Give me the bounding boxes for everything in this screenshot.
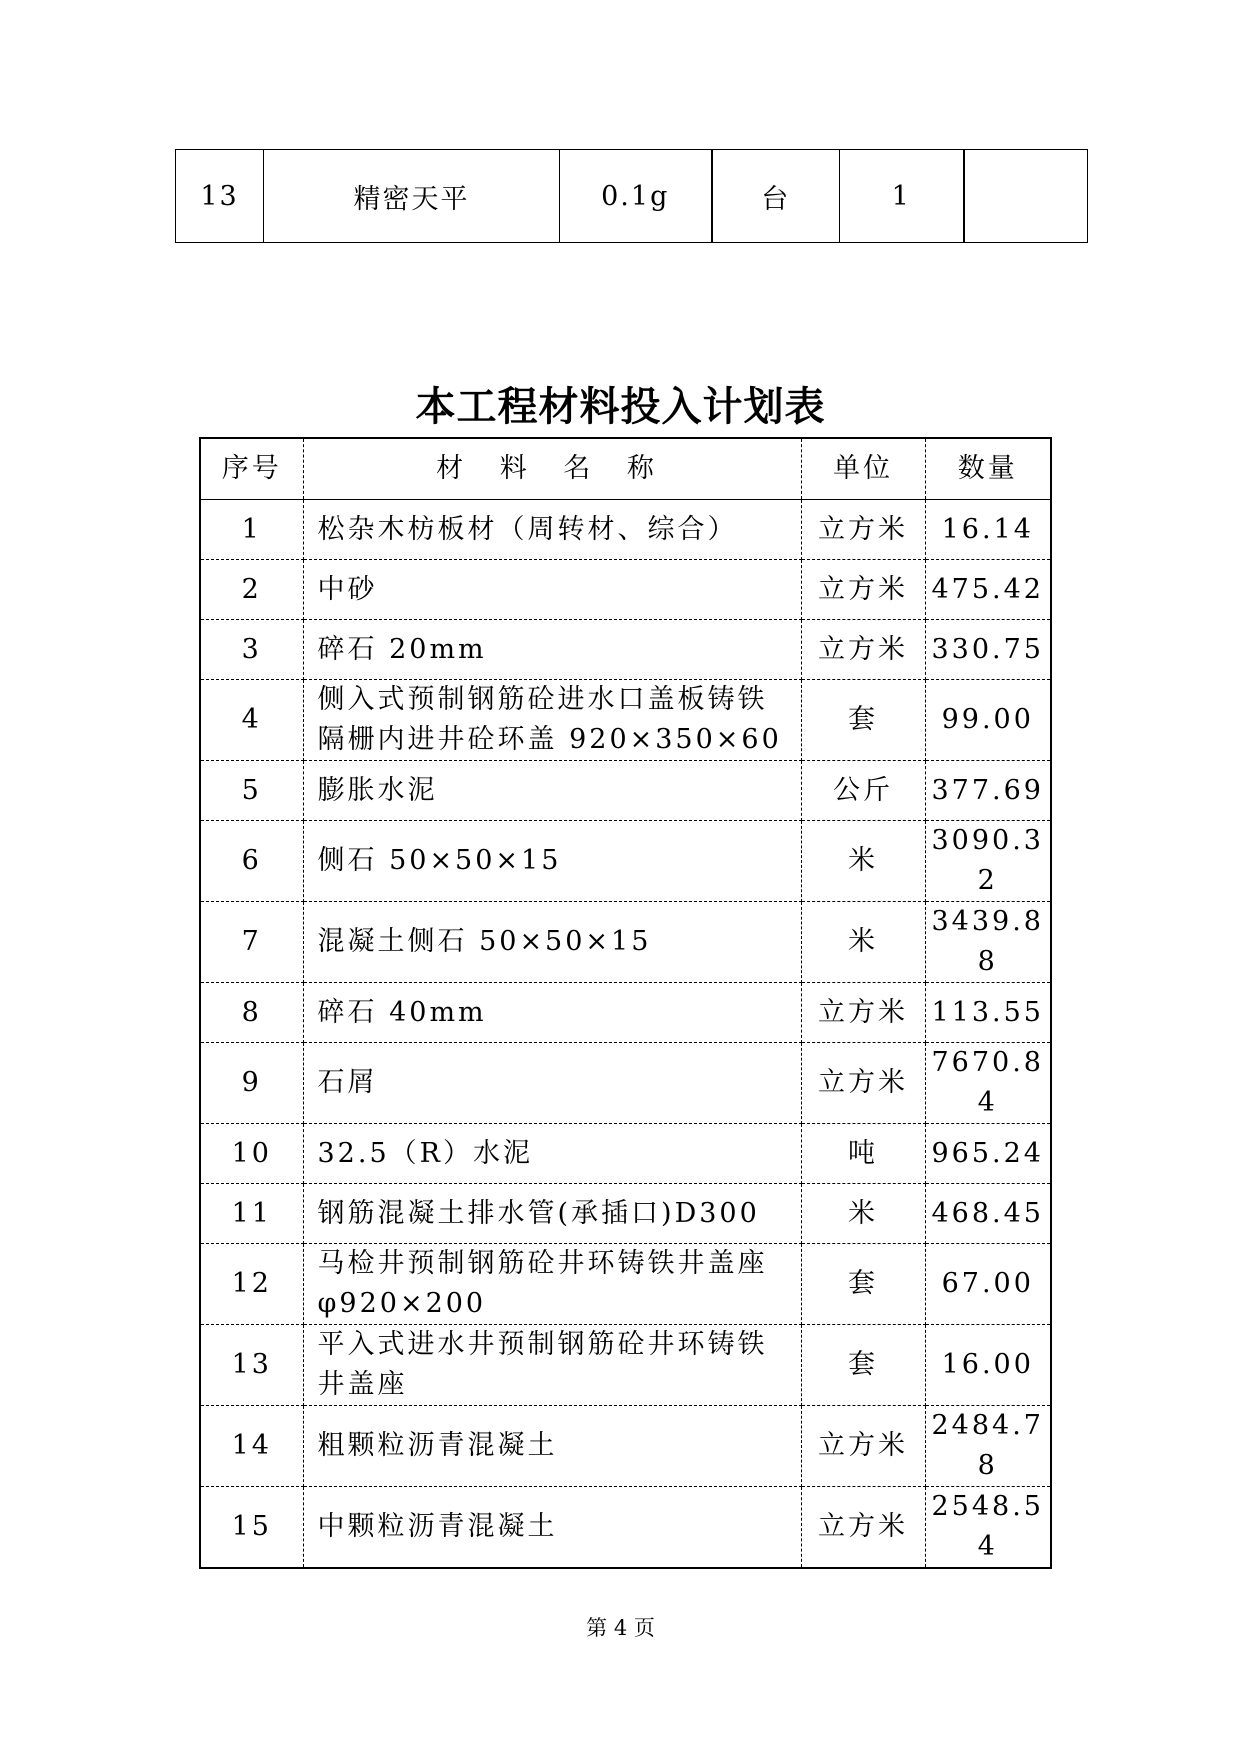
row-unit: 套 [801,1244,925,1325]
row-qty: 16.14 [925,500,1051,560]
table-row [200,620,1051,680]
row-no: 1 [200,500,303,560]
header-no: 序号 [200,438,303,500]
row-unit: 米 [801,902,925,983]
row-qty: 3090.32 [925,821,1051,902]
table-row [200,983,1051,1043]
table-header-row [200,438,1051,500]
row-name: 中砂 [303,560,801,620]
row-no: 14 [200,1406,303,1487]
equipment-no-cell: 13 [176,150,264,243]
row-unit: 米 [801,821,925,902]
table-row [200,1244,1051,1325]
row-name: 平入式进水井预制钢筋砼井环铸铁井盖座 [303,1325,801,1406]
row-no: 3 [200,620,303,680]
header-name: 材 料 名 称 [303,438,801,500]
row-name: 石屑 [303,1043,801,1124]
table-row [200,902,1051,983]
table-row [200,1487,1051,1569]
table-row [200,1124,1051,1184]
row-qty: 113.55 [925,983,1051,1043]
row-unit: 立方米 [801,1406,925,1487]
row-qty: 67.00 [925,1244,1051,1325]
row-name: 32.5（R）水泥 [303,1124,801,1184]
table-row [176,150,1088,243]
material-plan-table [199,437,1052,1569]
table-row [200,1043,1051,1124]
row-no: 2 [200,560,303,620]
row-unit: 套 [801,680,925,761]
table-row [200,821,1051,902]
row-no: 13 [200,1325,303,1406]
equipment-table-fragment [175,149,1088,243]
row-qty: 2484.78 [925,1406,1051,1487]
row-name: 中颗粒沥青混凝土 [303,1487,801,1569]
row-name: 碎石 20mm [303,620,801,680]
row-name: 混凝土侧石 50×50×15 [303,902,801,983]
header-qty: 数量 [925,438,1051,500]
table-row [200,560,1051,620]
row-no: 4 [200,680,303,761]
row-qty: 475.42 [925,560,1051,620]
row-name: 膨胀水泥 [303,761,801,821]
equipment-qty-cell: 1 [840,150,964,243]
row-unit: 套 [801,1325,925,1406]
row-no: 8 [200,983,303,1043]
row-qty: 2548.54 [925,1487,1051,1569]
table-row [200,1406,1051,1487]
row-unit: 立方米 [801,983,925,1043]
row-name: 钢筋混凝土排水管(承插口)D300 [303,1184,801,1244]
row-no: 6 [200,821,303,902]
equipment-note-cell [964,150,1088,243]
header-unit: 单位 [801,438,925,500]
table-row [200,500,1051,560]
row-unit: 立方米 [801,1487,925,1569]
row-unit: 立方米 [801,1043,925,1124]
row-qty: 7670.84 [925,1043,1051,1124]
row-name: 松杂木枋板材（周转材、综合） [303,500,801,560]
row-name: 侧入式预制钢筋砼进水口盖板铸铁隔栅内进井砼环盖 920×350×60 [303,680,801,761]
table-row [200,680,1051,761]
equipment-unit-cell: 台 [712,150,840,243]
row-unit: 公斤 [801,761,925,821]
page-title: 本工程材料投入计划表 [415,384,826,430]
row-name: 碎石 40mm [303,983,801,1043]
row-name: 侧石 50×50×15 [303,821,801,902]
row-no: 10 [200,1124,303,1184]
row-qty: 16.00 [925,1325,1051,1406]
row-qty: 99.00 [925,680,1051,761]
row-no: 5 [200,761,303,821]
row-unit: 米 [801,1184,925,1244]
row-no: 9 [200,1043,303,1124]
table-row [200,761,1051,821]
equipment-spec-cell: 0.1g [560,150,712,243]
row-no: 12 [200,1244,303,1325]
row-no: 11 [200,1184,303,1244]
row-qty: 468.45 [925,1184,1051,1244]
row-qty: 377.69 [925,761,1051,821]
row-qty: 3439.88 [925,902,1051,983]
equipment-name-cell: 精密天平 [264,150,560,243]
row-no: 7 [200,902,303,983]
row-name: 马检井预制钢筋砼井环铸铁井盖座 φ920×200 [303,1244,801,1325]
page-number: 第 4 页 [586,1616,655,1640]
row-no: 15 [200,1487,303,1569]
row-unit: 立方米 [801,620,925,680]
row-qty: 330.75 [925,620,1051,680]
row-unit: 立方米 [801,500,925,560]
row-unit: 立方米 [801,560,925,620]
row-name: 粗颗粒沥青混凝土 [303,1406,801,1487]
table-row [200,1184,1051,1244]
table-row [200,1325,1051,1406]
row-qty: 965.24 [925,1124,1051,1184]
row-unit: 吨 [801,1124,925,1184]
